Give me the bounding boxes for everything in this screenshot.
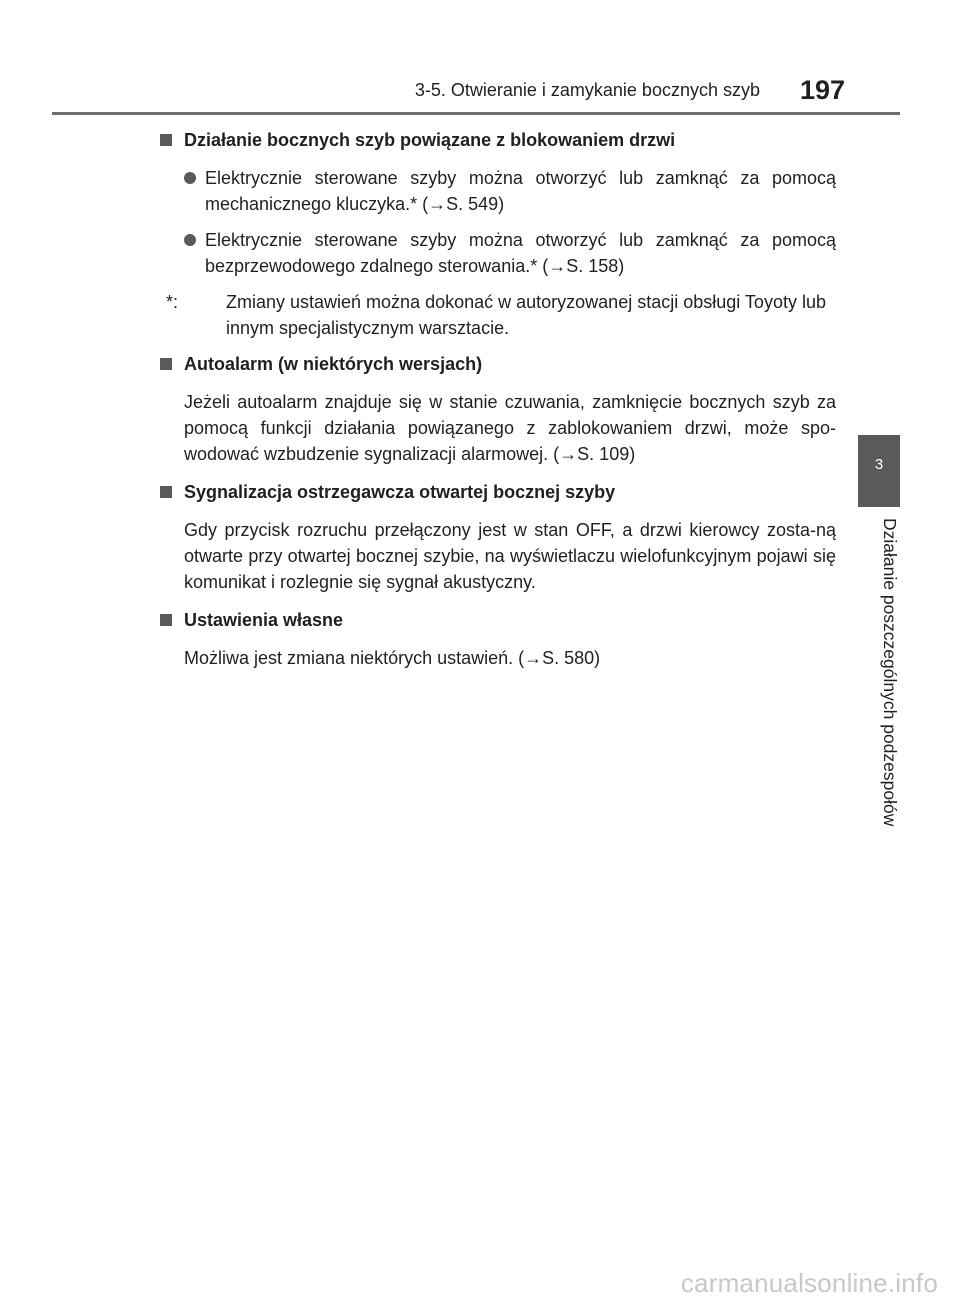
- section-title: 3-5. Otwieranie i zamykanie bocznych szyb: [414, 80, 760, 100]
- section-heading: [160, 607, 836, 633]
- list-item: [160, 165, 836, 217]
- circle-bullet-icon: [184, 234, 196, 246]
- circle-bullet-icon: [184, 172, 196, 184]
- list-item-text: Elektrycznie sterowane szyby można otworzyć lub zamknąć za pomocą mechanicznego kluczyka.* (→S. 549): [205, 168, 836, 214]
- page-content: [160, 127, 836, 683]
- section-heading: [160, 127, 836, 153]
- square-bullet-icon: [160, 134, 172, 146]
- paragraph: Gdy przycisk rozruchu przełączony jest w stan OFF, a drzwi kierowcy zosta-ną otwarte przy otwartej bocznej szybie, na wyświetlaczu wielofunkcyjnym pojawi się komunikat i rozlegnie się sygnał akustyczny.: [184, 520, 836, 592]
- paragraph: Jeżeli autoalarm znajduje się w stanie czuwania, zamknięcie bocznych szyb za pomocą funkcji działania powiązanego z zablokowaniem drzwi, może spo-wodować wzbudzenie sygnalizacji alarmowej. (→S. 109): [184, 392, 836, 464]
- chapter-number: 3: [874, 456, 884, 473]
- footnote-mark: *:: [166, 292, 179, 312]
- header-divider: [52, 112, 900, 115]
- square-bullet-icon: [160, 614, 172, 626]
- page-number: 197: [800, 75, 846, 105]
- list-item-text: Elektrycznie sterowane szyby można otworzyć lub zamknąć za pomocą bezprzewodowego zdalnego sterowania.* (→S. 158): [205, 230, 836, 276]
- square-bullet-icon: [160, 486, 172, 498]
- heading-text: Ustawienia własne: [184, 610, 344, 630]
- list-item: [160, 227, 836, 279]
- watermark: carmanualsonline.info: [680, 1268, 938, 1298]
- square-bullet-icon: [160, 358, 172, 370]
- chapter-tab: [858, 435, 900, 507]
- section-heading: [160, 351, 836, 377]
- section-heading: [160, 479, 836, 505]
- heading-text: Autoalarm (w niektórych wersjach): [184, 354, 483, 374]
- chapter-title: Działanie poszczególnych podzespołów: [880, 518, 900, 827]
- footnote: [166, 289, 836, 341]
- heading-text: Sygnalizacja ostrzegawcza otwartej bocznej szyby: [184, 482, 616, 502]
- paragraph: Możliwa jest zmiana niektórych ustawień. (→S. 580): [184, 648, 601, 668]
- footnote-text: Zmiany ustawień można dokonać w autoryzowanej stacji obsługi Toyoty lub innym specjalistycznym warsztacie.: [226, 292, 826, 338]
- heading-text: Działanie bocznych szyb powiązane z blokowaniem drzwi: [184, 130, 676, 150]
